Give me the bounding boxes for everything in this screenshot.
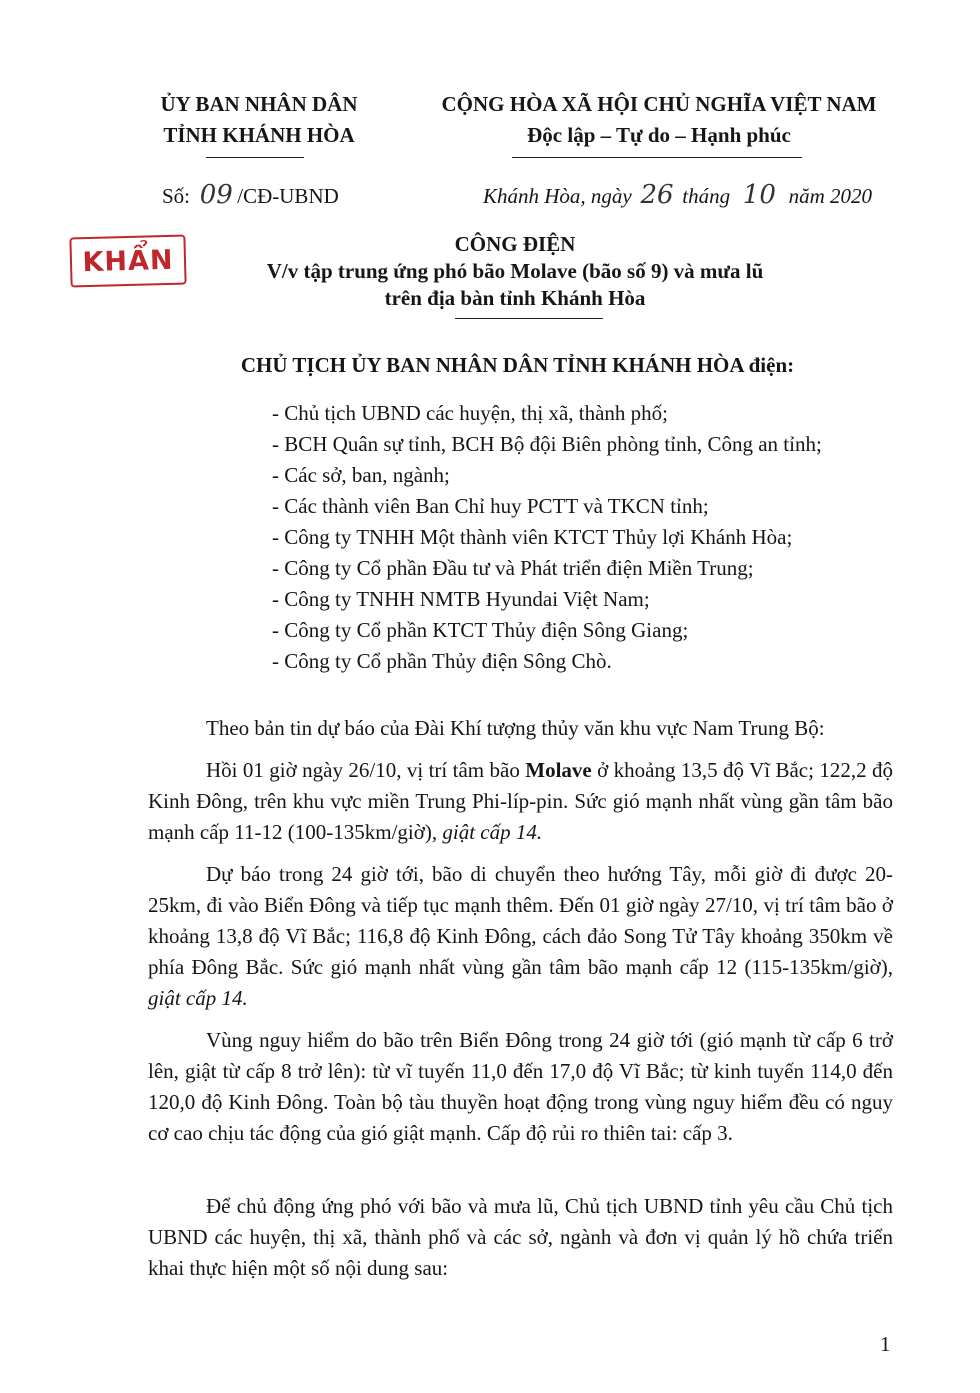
p2-gust: giật cấp 14. [442, 820, 543, 844]
issuer-underline [206, 157, 304, 158]
subject-line2: trên địa bàn tỉnh Khánh Hòa [384, 286, 646, 310]
p2-text-b: ở khoảng 13,5 độ Vĩ Bắc; 122,2 độ Kinh Đông, trên khu vực miền Trung Phi-líp-pin. Sức gió mạnh nhất vùng gần tâm bão mạnh cấp 11-12 (100-135km/giờ), [148, 758, 894, 844]
document-type-title: CÔNG ĐIỆN [454, 232, 576, 256]
list-item: - Công ty TNHH NMTB Hyundai Việt Nam; [272, 587, 650, 611]
list-item: - Các thành viên Ban Chỉ huy PCTT và TKCN tỉnh; [272, 494, 709, 518]
paragraph-request: Để chủ động ứng phó với bão và mưa lũ, Chủ tịch UBND tỉnh yêu cầu Chủ tịch UBND các huyện, thị xã, thành phố và các sở, ngành và đơn vị quản lý hồ chứa triển khai thực hiện một số nội dung sau: [148, 1194, 893, 1280]
recipient-list [272, 398, 822, 677]
national-title: CỘNG HÒA XÃ HỘI CHỦ NGHĨA VIỆT NAM [441, 92, 877, 116]
list-item: - Chủ tịch UBND các huyện, thị xã, thành phố; [272, 401, 669, 425]
place-label: Khánh Hòa, ngày [483, 184, 632, 208]
place-date [483, 180, 872, 210]
list-item: - BCH Quân sự tỉnh, BCH Bộ đội Biên phòng tỉnh, Công an tỉnh; [272, 432, 822, 456]
paragraph-storm-position [148, 755, 893, 848]
national-motto: Độc lập – Tự do – Hạnh phúc [527, 123, 791, 147]
list-item: - Công ty Cổ phần KTCT Thủy điện Sông Giang; [272, 618, 689, 642]
paragraph-danger-zone: Vùng nguy hiểm do bão trên Biển Đông trong 24 giờ tới (gió mạnh từ cấp 6 trở lên, giật từ cấp 8 trở lên): từ vĩ tuyến 11,0 đến 17,0 độ Vĩ Bắc; từ kinh tuyến 114,0 đến 120,0 độ Kinh Đông. Toàn bộ tàu thuyền hoạt động trong vùng nguy hiểm đều có nguy cơ cao chịu tác động của gió giật mạnh. Cấp độ rủi ro thiên tai: cấp 3. [148, 1028, 893, 1145]
storm-name: Molave [525, 758, 592, 782]
subject-underline [455, 318, 603, 319]
list-item: - Các sở, ban, ngành; [272, 463, 450, 487]
list-item: - Công ty TNHH Một thành viên KTCT Thủy lợi Khánh Hòa; [272, 525, 793, 549]
motto-underline [512, 157, 802, 158]
list-item: - Công ty Cổ phần Thủy điện Sông Chò. [272, 649, 612, 673]
paragraph-24h-forecast [148, 859, 893, 1014]
list-item: - Công ty Cổ phần Đầu tư và Phát triển điện Miền Trung; [272, 556, 754, 580]
doc-number [162, 180, 339, 210]
month-label: tháng [682, 184, 731, 208]
doc-number-suffix: /CĐ-UBND [237, 184, 339, 208]
issuer-line2: TỈNH KHÁNH HÒA [163, 123, 355, 147]
subject-line1: V/v tập trung ứng phó bão Molave (bão số 9) và mưa lũ [266, 259, 764, 283]
day-handwritten: 26 [640, 180, 674, 210]
issuer-line1: ỦY BAN NHÂN DÂN [160, 92, 358, 116]
year-label: năm 2020 [788, 184, 873, 208]
p2-text-a: Hồi 01 giờ ngày 26/10, vị trí tâm bão [206, 758, 526, 782]
month-handwritten: 10 [742, 180, 776, 210]
p3-text: Dự báo trong 24 giờ tới, bão di chuyển theo hướng Tây, mỗi giờ đi được 20-25km, đi vào Biển Đông và tiếp tục mạnh thêm. Đến 01 giờ ngày 27/10, vị trí tâm bão ở khoảng 13,8 độ Vĩ Bắc; 116,8 độ Kinh Đông, cách đảo Song Tử Tây khoảng 350km về phía Đông Bắc. Sức gió mạnh nhất vùng gần tâm bão mạnh cấp 12 (115-135km/giờ), [148, 862, 893, 979]
p3-gust: giật cấp 14. [148, 986, 248, 1010]
paragraph-forecast-source: Theo bản tin dự báo của Đài Khí tượng thủy văn khu vực Nam Trung Bộ: [206, 716, 825, 740]
page-number: 1 [880, 1332, 891, 1356]
sender-line: CHỦ TỊCH ỦY BAN NHÂN DÂN TỈNH KHÁNH HÒA điện: [240, 353, 795, 377]
doc-number-prefix: Số: [162, 184, 191, 208]
urgent-stamp: KHẨN [69, 234, 186, 287]
doc-number-handwritten: 09 [199, 180, 233, 210]
